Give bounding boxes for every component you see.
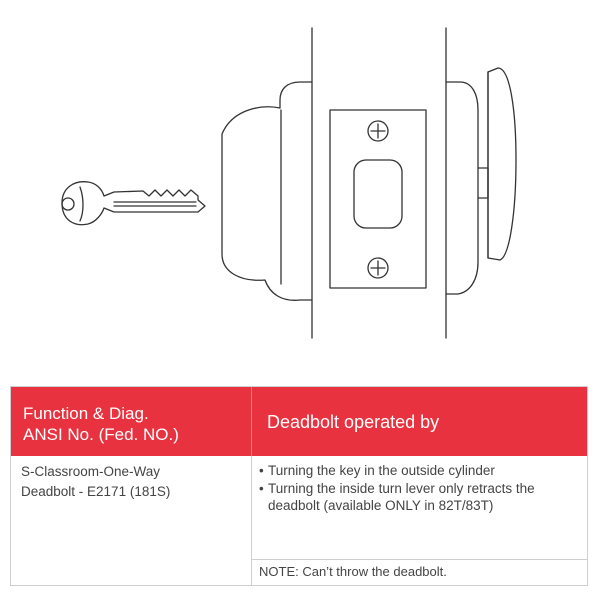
thumb-turn-icon bbox=[478, 68, 516, 260]
deadbolt-cylinder-icon bbox=[222, 82, 312, 300]
list-item-text: Turning the key in the outside cylinder bbox=[268, 463, 495, 478]
function-name: S-Classroom-One-Way bbox=[21, 464, 161, 479]
function-code: Deadbolt - E2171 (181S) bbox=[21, 484, 171, 499]
list-item-text: Turning the inside turn lever only retracts the deadbolt (available ONLY in 82T/83T) bbox=[268, 481, 535, 513]
bullet-icon: • bbox=[259, 463, 264, 478]
header-divider bbox=[251, 387, 252, 456]
spec-table bbox=[10, 386, 588, 586]
key-icon bbox=[62, 182, 205, 225]
header-operated-by: Deadbolt operated by bbox=[267, 412, 440, 432]
header-function-line2: ANSI No. (Fed. NO.) bbox=[23, 425, 179, 444]
column-divider bbox=[251, 456, 252, 585]
function-cell bbox=[21, 462, 241, 502]
screw-icon bbox=[368, 258, 388, 278]
list-item bbox=[259, 480, 579, 514]
screw-icon bbox=[368, 121, 388, 141]
note-text: NOTE: Can’t throw the deadbolt. bbox=[259, 564, 447, 579]
operated-by-list bbox=[259, 462, 579, 515]
inside-rose bbox=[446, 82, 478, 294]
header-function-line1: Function & Diag. bbox=[23, 404, 149, 423]
list-item bbox=[259, 462, 579, 479]
table-header bbox=[11, 387, 587, 456]
bullet-icon: • bbox=[259, 481, 264, 496]
note-divider bbox=[251, 559, 587, 560]
header-function-label bbox=[23, 403, 243, 445]
